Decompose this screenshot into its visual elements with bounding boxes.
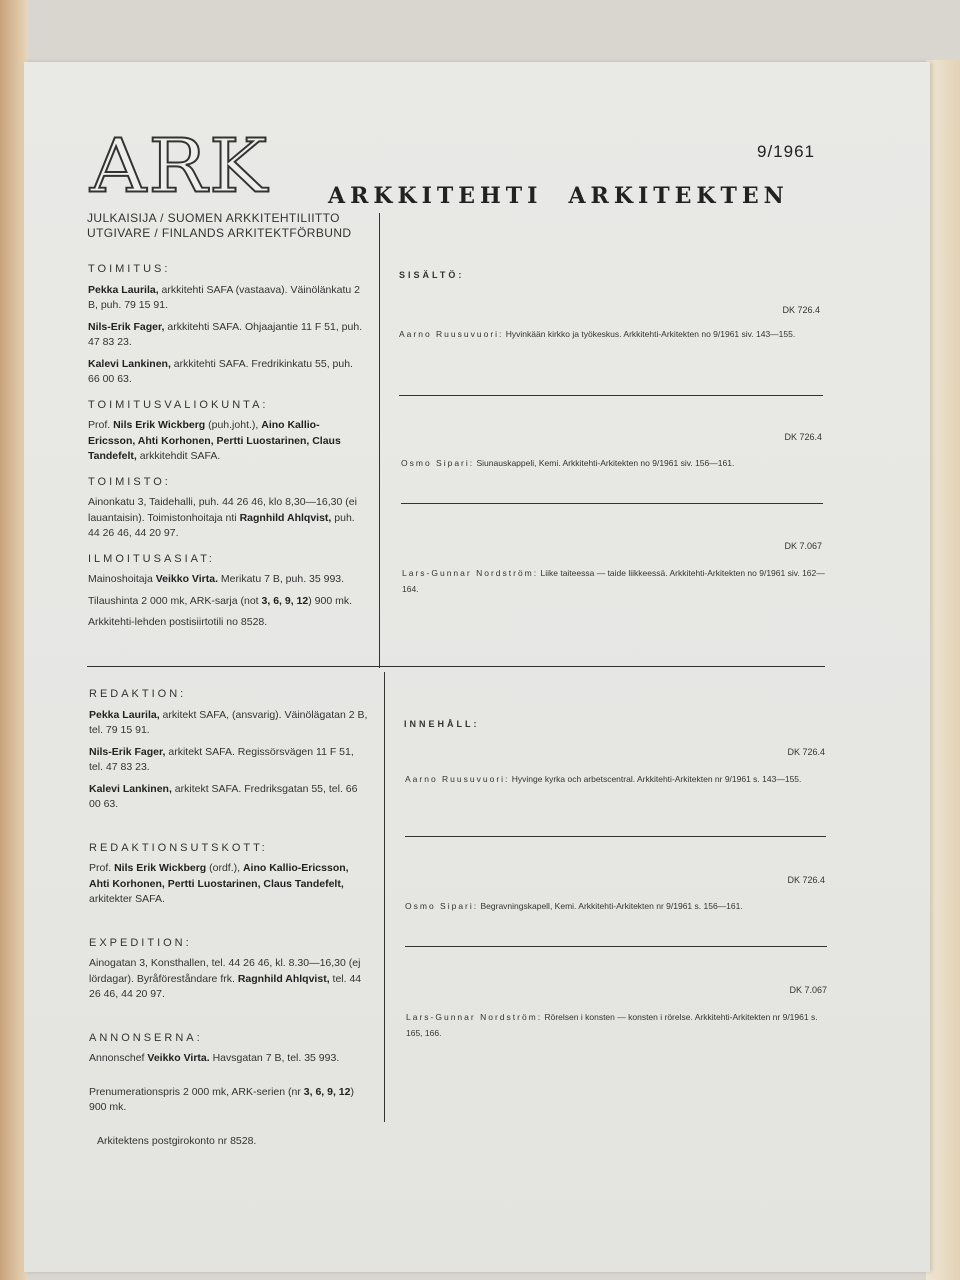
spacer: [89, 914, 368, 926]
sisalto-label: SISÄLTÖ:: [399, 270, 465, 280]
staff-name: Pekka Laurila,: [89, 708, 160, 721]
swedish-staff-column: [89, 687, 368, 1155]
text-span: Mainoshoitaja: [88, 573, 156, 585]
text-span: Ainonkatu 3, Taidehalli, puh. 44 26 46, klo 8,30—16,30 (ei lauantaisin). Toimistonhoitaja nti: [88, 496, 357, 524]
finnish-staff-column: [88, 262, 364, 637]
text-span: arkitekter SAFA.: [89, 893, 165, 905]
committee-entry: [88, 418, 364, 465]
dk-code: DK 726.4: [787, 875, 825, 885]
article-title: Begravningskapell, Kemi. Arkkitehti-Arkitekten nr 9/1961 s. 156—161.: [478, 901, 743, 911]
spacer: [89, 819, 368, 831]
staff-details: arkkitehti SAFA (vastaava). Väinölänkatu 2 B, puh. 79 15 91.: [88, 283, 360, 311]
bold-name: Nils Erik Wickberg: [114, 862, 207, 874]
ilmoitus-heading: ILMOITUSASIAT:: [88, 552, 215, 565]
valiokunta-heading: TOIMITUSVALIOKUNTA:: [88, 398, 269, 411]
text-span: Ainogatan 3, Konsthallen, tel. 44 26 46, kl. 8.30—16,30 (ej lördagar). Byråföreståndare frk.: [89, 957, 361, 985]
contents-item: [405, 898, 829, 914]
text-span: Prof.: [88, 419, 114, 431]
spacer: [89, 1009, 368, 1021]
toimisto-heading: TOIMISTO:: [88, 475, 171, 488]
contents-item: [401, 455, 824, 471]
staff-details: arkitekt SAFA. Fredriksgatan 55, tel. 66 00 63.: [89, 782, 358, 810]
bold-name: Ragnhild Ahlqvist,: [239, 511, 332, 524]
staff-name: Kalevi Lankinen,: [88, 357, 171, 370]
article-title: Hyvinkään kirkko ja työkeskus. Arkkitehti-Arkitekten no 9/1961 siv. 143—155.: [503, 329, 796, 339]
text-span: arkkitehdit SAFA.: [136, 450, 221, 462]
article-title: Hyvinge kyrka och arbetscentral. Arkkitehti-Arkitekten nr 9/1961 s. 143—155.: [509, 774, 802, 784]
spacer: [89, 1073, 368, 1085]
dk-code: DK 7.067: [789, 985, 827, 995]
staff-entry: [89, 782, 368, 813]
staff-name: Pekka Laurila,: [88, 283, 159, 296]
postal-account: Arkkitehti-lehden postisiirtotili no 8528.: [88, 616, 268, 628]
staff-entry: [89, 745, 368, 776]
article-author: Lars-Gunnar Nordström:: [406, 1012, 543, 1022]
text-span: tel. 44 26 46, 44 20 97.: [89, 972, 362, 1000]
column-divider-bottom: [384, 672, 385, 1122]
masthead-swedish: ARKITEKTEN: [568, 183, 789, 209]
publisher-info: [87, 211, 351, 241]
contents-rule: [399, 395, 823, 396]
publisher-finnish: JULKAISIJA / SUOMEN ARKKITEHTILIITTO: [87, 211, 340, 225]
dk-code: DK 726.4: [782, 305, 820, 315]
staff-entry: [88, 283, 364, 314]
section-divider: [87, 666, 825, 667]
bold-numbers: 3, 6, 9, 12: [261, 594, 309, 607]
article-author: Lars-Gunnar Nordström:: [402, 568, 539, 578]
bold-names: Aino Kallio-Ericsson, Ahti Korhonen, Pertti Luostarinen, Claus Tandefelt,: [88, 419, 341, 462]
office-entry: [89, 956, 368, 1003]
staff-details: arkkitehti SAFA. Ohjaajantie 11 F 51, puh. 47 83 23.: [88, 320, 363, 348]
article-author: Aarno Ruusuvuori:: [399, 329, 504, 339]
innehall-label: INNEHÅLL:: [404, 719, 480, 729]
text-span: Tilaushinta 2 000 mk, ARK-sarja (not: [88, 594, 262, 607]
ads-entry: [89, 1051, 368, 1067]
article-title: Liike taiteessa — taide liikkeessä. Arkkitehti-Arkitekten no 9/1961 siv. 162—164.: [402, 568, 825, 594]
article-title: Siunauskappeli, Kemi. Arkkitehti-Arkitekten no 9/1961 siv. 156—161.: [474, 458, 735, 468]
toimitus-heading: TOIMITUS:: [88, 263, 171, 275]
article-author: Osmo Sipari:: [401, 458, 475, 468]
contents-item: [406, 1009, 828, 1041]
staff-entry: [88, 320, 364, 351]
staff-details: arkitekt SAFA, (ansvarig). Väinölägatan 2 B, tel. 79 15 91.: [89, 708, 368, 736]
subscription-entry: [89, 1085, 368, 1116]
contents-item: [405, 771, 827, 787]
article-title: Rörelsen i konsten — konsten i rörelse. Arkkitehti-Arkitekten nr 9/1961 s. 165, 166.: [406, 1012, 818, 1038]
text-span: Merikatu 7 B, puh. 35 993.: [217, 573, 345, 585]
bold-name: Veikko Virta.: [147, 1052, 210, 1064]
staff-name: Nils-Erik Fager,: [89, 745, 166, 758]
bold-name: Nils Erik Wickberg: [113, 419, 206, 431]
text-span: ) 900 mk.: [89, 1085, 354, 1113]
contents-item: [399, 326, 822, 342]
postal-account: Arkitektens postgirokonto nr 8528.: [97, 1134, 257, 1147]
office-entry: [88, 495, 364, 542]
magazine-edge-right: [926, 60, 960, 1280]
expedition-heading: EXPEDITION:: [89, 936, 192, 949]
utskott-heading: REDAKTIONSUTSKOTT:: [89, 841, 268, 854]
contents-rule: [405, 946, 827, 947]
staff-name: Nils-Erik Fager,: [88, 320, 165, 333]
staff-details: arkitekt SAFA. Regissörsvägen 11 F 51, tel. 47 83 23.: [89, 745, 354, 773]
text-span: Havsgatan 7 B, tel. 35 993.: [209, 1052, 340, 1064]
contents-rule: [405, 836, 826, 837]
text-span: Prof.: [89, 862, 115, 874]
masthead-finnish: ARKKITEHTI: [328, 183, 543, 209]
committee-entry: [89, 861, 368, 908]
text-span: Annonschef: [89, 1052, 148, 1064]
bold-numbers: 3, 6, 9, 12: [303, 1085, 351, 1098]
bold-name: Veikko Virta.: [155, 573, 218, 585]
staff-details: arkkitehti SAFA. Fredrikinkatu 55, puh. 66 00 63.: [88, 357, 353, 385]
staff-name: Kalevi Lankinen,: [89, 782, 172, 795]
article-author: Aarno Ruusuvuori:: [405, 774, 510, 784]
subscription-entry: [88, 594, 364, 610]
spacer: [89, 1122, 368, 1134]
staff-entry: [88, 357, 364, 388]
article-author: Osmo Sipari:: [405, 901, 479, 911]
ark-logo: ARK: [90, 124, 270, 210]
dk-code: DK 726.4: [787, 747, 825, 757]
publisher-swedish: UTGIVARE / FINLANDS ARKITEKTFÖRBUND: [87, 226, 352, 240]
staff-entry: [89, 708, 368, 739]
redaktion-heading: REDAKTION:: [89, 688, 187, 700]
text-span: (puh.joht.),: [205, 419, 262, 431]
column-divider-top: [379, 213, 380, 668]
text-span: ) 900 mk.: [308, 594, 352, 607]
text-span: (ordf.),: [206, 862, 243, 874]
bold-names: Aino Kallio-Ericsson, Ahti Korhonen, Pertti Luostarinen, Claus Tandefelt,: [89, 862, 349, 890]
issue-number: 9/1961: [757, 142, 815, 161]
text-span: puh. 44 26 46, 44 20 97.: [88, 511, 355, 539]
bold-name: Ragnhild Ahlqvist,: [237, 972, 330, 985]
dk-code: DK 7.067: [784, 541, 822, 551]
annons-heading: ANNONSERNA:: [89, 1031, 203, 1044]
dk-code: DK 726.4: [784, 432, 822, 442]
text-span: Prenumerationspris 2 000 mk, ARK-serien (nr: [89, 1085, 304, 1098]
ads-entry: [88, 572, 364, 588]
contents-rule: [401, 503, 823, 504]
masthead: [328, 183, 815, 209]
contents-item: [402, 565, 825, 597]
